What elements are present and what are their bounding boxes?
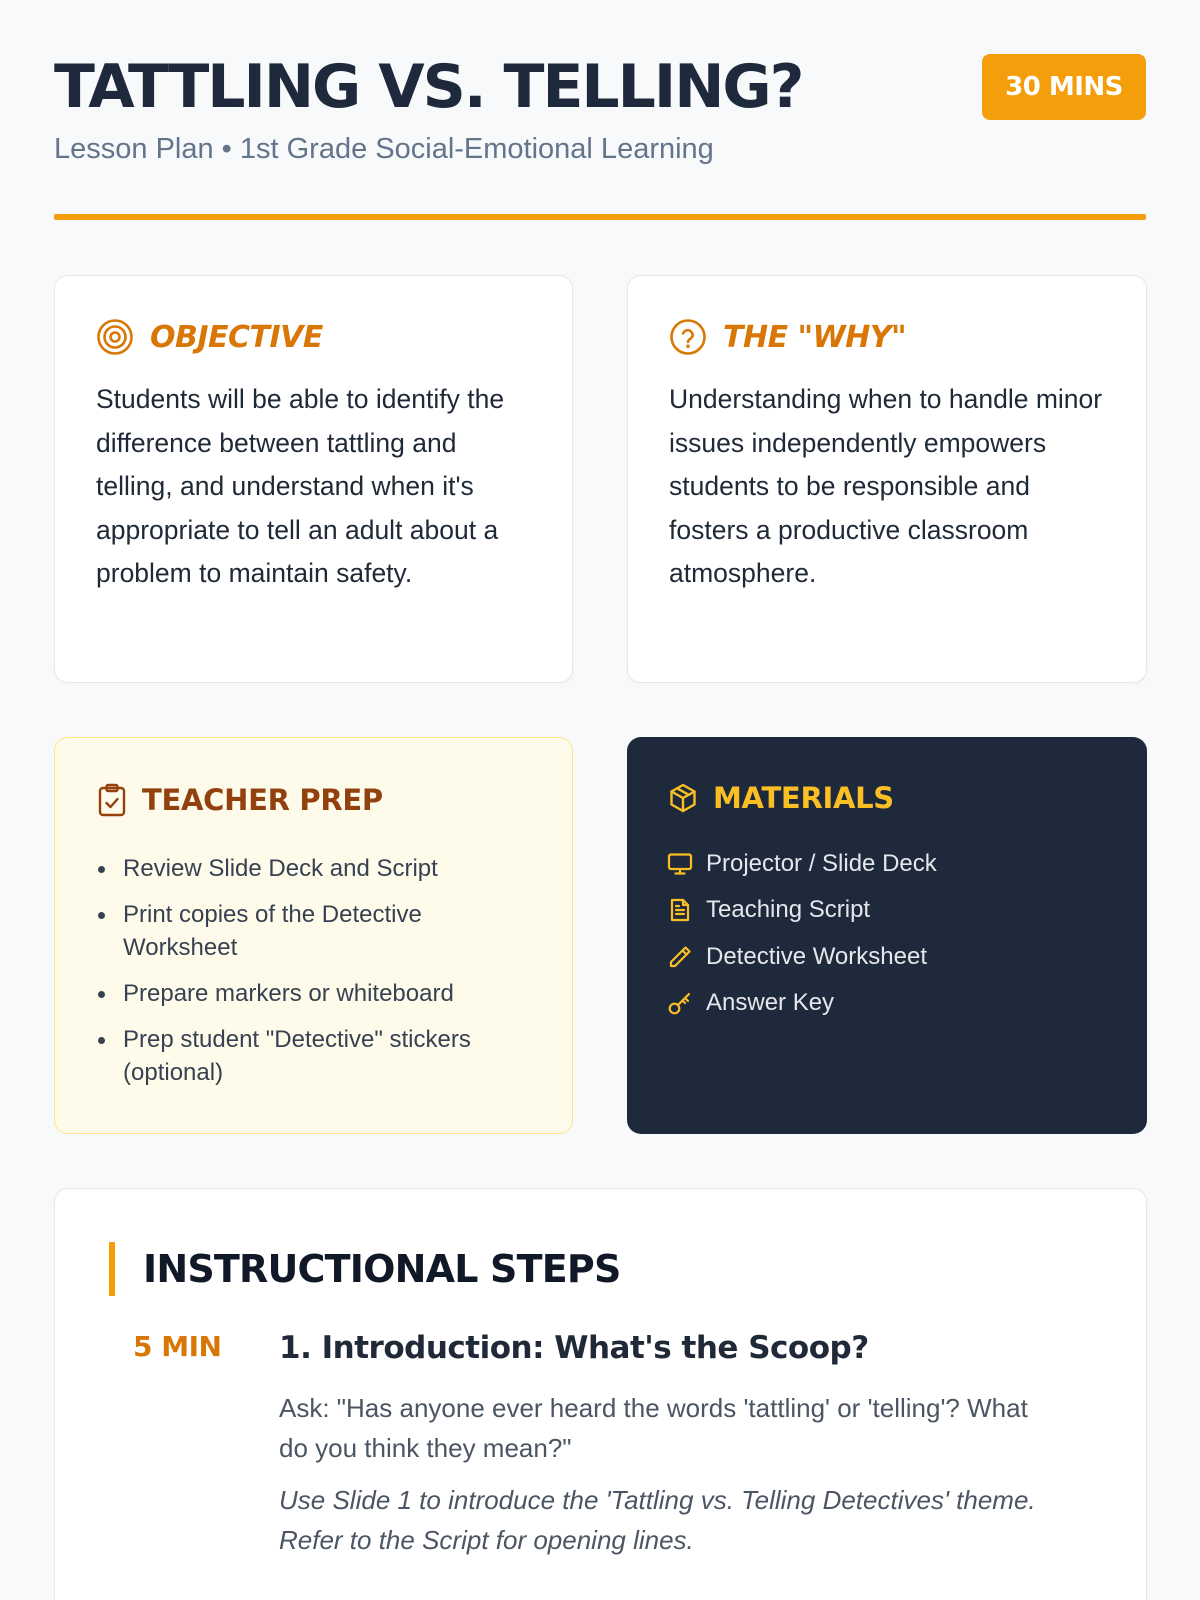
list-item <box>667 894 1107 927</box>
document-icon <box>667 897 693 923</box>
list-item <box>667 847 1107 880</box>
step-item <box>109 1330 1092 1590</box>
duration-badge: 30 MINS <box>982 54 1146 120</box>
list-item-label: Projector / Slide Deck <box>706 849 937 877</box>
objective-card <box>54 275 573 683</box>
step-heading: 1. Introduction: What's the Scoop? <box>279 1330 869 1366</box>
list-item <box>667 940 1107 973</box>
list-item: Prep student "Detective" stickers (optional) <box>96 1023 532 1089</box>
step-time: 5 MIN <box>133 1330 222 1363</box>
clipboard-check-icon <box>96 781 128 819</box>
list-item: Print copies of the Detective Worksheet <box>96 898 532 964</box>
section-accent-bar <box>109 1242 115 1296</box>
objective-title: OBJECTIVE <box>150 319 323 355</box>
instructional-steps-card <box>54 1188 1147 1600</box>
materials-header <box>667 779 1107 817</box>
why-header <box>669 318 1106 356</box>
objective-header <box>96 318 532 356</box>
teacher-prep-header <box>96 781 532 819</box>
instructional-steps-header <box>109 1242 1092 1296</box>
teacher-prep-card <box>54 737 573 1134</box>
monitor-icon <box>667 851 693 877</box>
header <box>54 0 1146 222</box>
why-body: Understanding when to handle minor issues independently empowers students to be responsible and fosters a productive classroom atmosphere. <box>669 384 1103 588</box>
materials-title: MATERIALS <box>713 781 894 815</box>
step-content <box>279 1330 1059 1560</box>
why-card <box>627 275 1147 683</box>
materials-card <box>627 737 1147 1134</box>
page-subtitle: Lesson Plan • 1st Grade Social-Emotional Learning <box>54 133 714 165</box>
list-item-label: Answer Key <box>706 989 835 1016</box>
teacher-prep-list <box>96 852 532 1089</box>
target-icon <box>96 318 134 356</box>
key-icon <box>667 990 693 1016</box>
list-item-label: Teaching Script <box>706 896 871 923</box>
step-note: Use Slide 1 to introduce the 'Tattling vs. Telling Detectives' theme. Refer to the Script for opening lines. <box>279 1485 1036 1555</box>
list-item-label: Detective Worksheet <box>706 942 927 970</box>
objective-body: Students will be able to identify the difference between tattling and telling, and understand when it's appropriate to tell an adult about a problem to maintain safety. <box>96 384 505 588</box>
list-item: Prepare markers or whiteboard <box>96 977 532 1010</box>
question-circle-icon <box>669 318 707 356</box>
list-item: Review Slide Deck and Script <box>96 852 532 885</box>
step-text: Ask: "Has anyone ever heard the words 'tattling' or 'telling'? What do you think they mean?" <box>279 1393 1028 1463</box>
why-title: THE "WHY" <box>723 319 907 355</box>
box-icon <box>667 779 699 817</box>
materials-list <box>667 847 1107 1020</box>
list-item <box>667 987 1107 1020</box>
instructional-steps-title: INSTRUCTIONAL STEPS <box>143 1247 621 1291</box>
teacher-prep-title: TEACHER PREP <box>142 783 383 817</box>
pencil-icon <box>667 944 693 970</box>
header-divider <box>54 214 1146 220</box>
page-title: TATTLING VS. TELLING? <box>54 52 803 122</box>
